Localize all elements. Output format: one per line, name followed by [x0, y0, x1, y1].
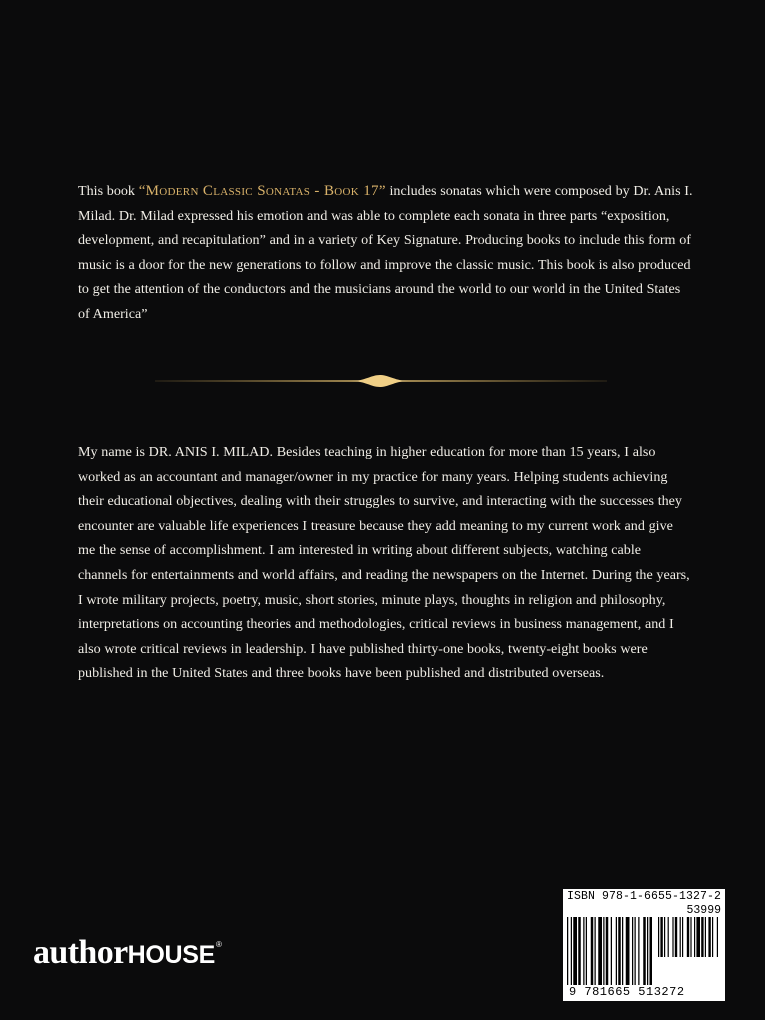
logo-author-text: author	[33, 934, 128, 971]
logo-house-text: HOUSE	[127, 941, 216, 969]
blurb-intro: This book	[78, 183, 139, 199]
registered-mark: ®	[216, 940, 222, 949]
isbn-barcode	[563, 889, 725, 1001]
author-bio: My name is DR. ANIS I. MILAD. Besides teaching in higher education for more than 15 years, I also worked as an accountant and manager/owner in my practice for many years. Helping students achieving their educational objectives, dealing with their struggles to survive, and interacting with the successes they encounter are valuable life experiences I treasure because they add meaning to my current work and give me the sense of accomplishment. I am interested in writing about different subjects, watching cable channels for entertainments and world affairs, and reading the newspapers on the Internet. During the years, I wrote military projects, poetry, music, short stories, minute plays, thoughts in religion and philosophy, interpretations on accounting theories and methodologies, critical reviews in business management, and I also wrote critical reviews in leadership. I have published thirty-one books, twenty-eight books were published in the United States and three books have been published and distributed overseas.	[78, 444, 690, 682]
book-title: “Modern Classic Sonatas - Book 17”	[138, 183, 386, 199]
blurb-body: includes sonatas which were composed by Dr. Anis I. Milad. Dr. Milad expressed his emotion and was able to complete each sonata in three parts “exposition, development, and recapitulation” and in a variety of Key Signature. Producing books to include this form of music is a door for the new generations to follow and improve the classic music. This book is also produced to get the attention of the conductors and the musicians around the world to our world in the United States of America”	[78, 183, 693, 322]
barcode-bars	[563, 917, 725, 987]
price-code: 53999	[686, 904, 721, 917]
book-blurb	[78, 179, 693, 327]
ean-digits: 9 781665 513272	[569, 985, 685, 999]
publisher-logo	[33, 934, 222, 974]
isbn-number: ISBN 978-1-6655-1327-2	[567, 890, 722, 903]
ornamental-divider	[155, 370, 607, 392]
